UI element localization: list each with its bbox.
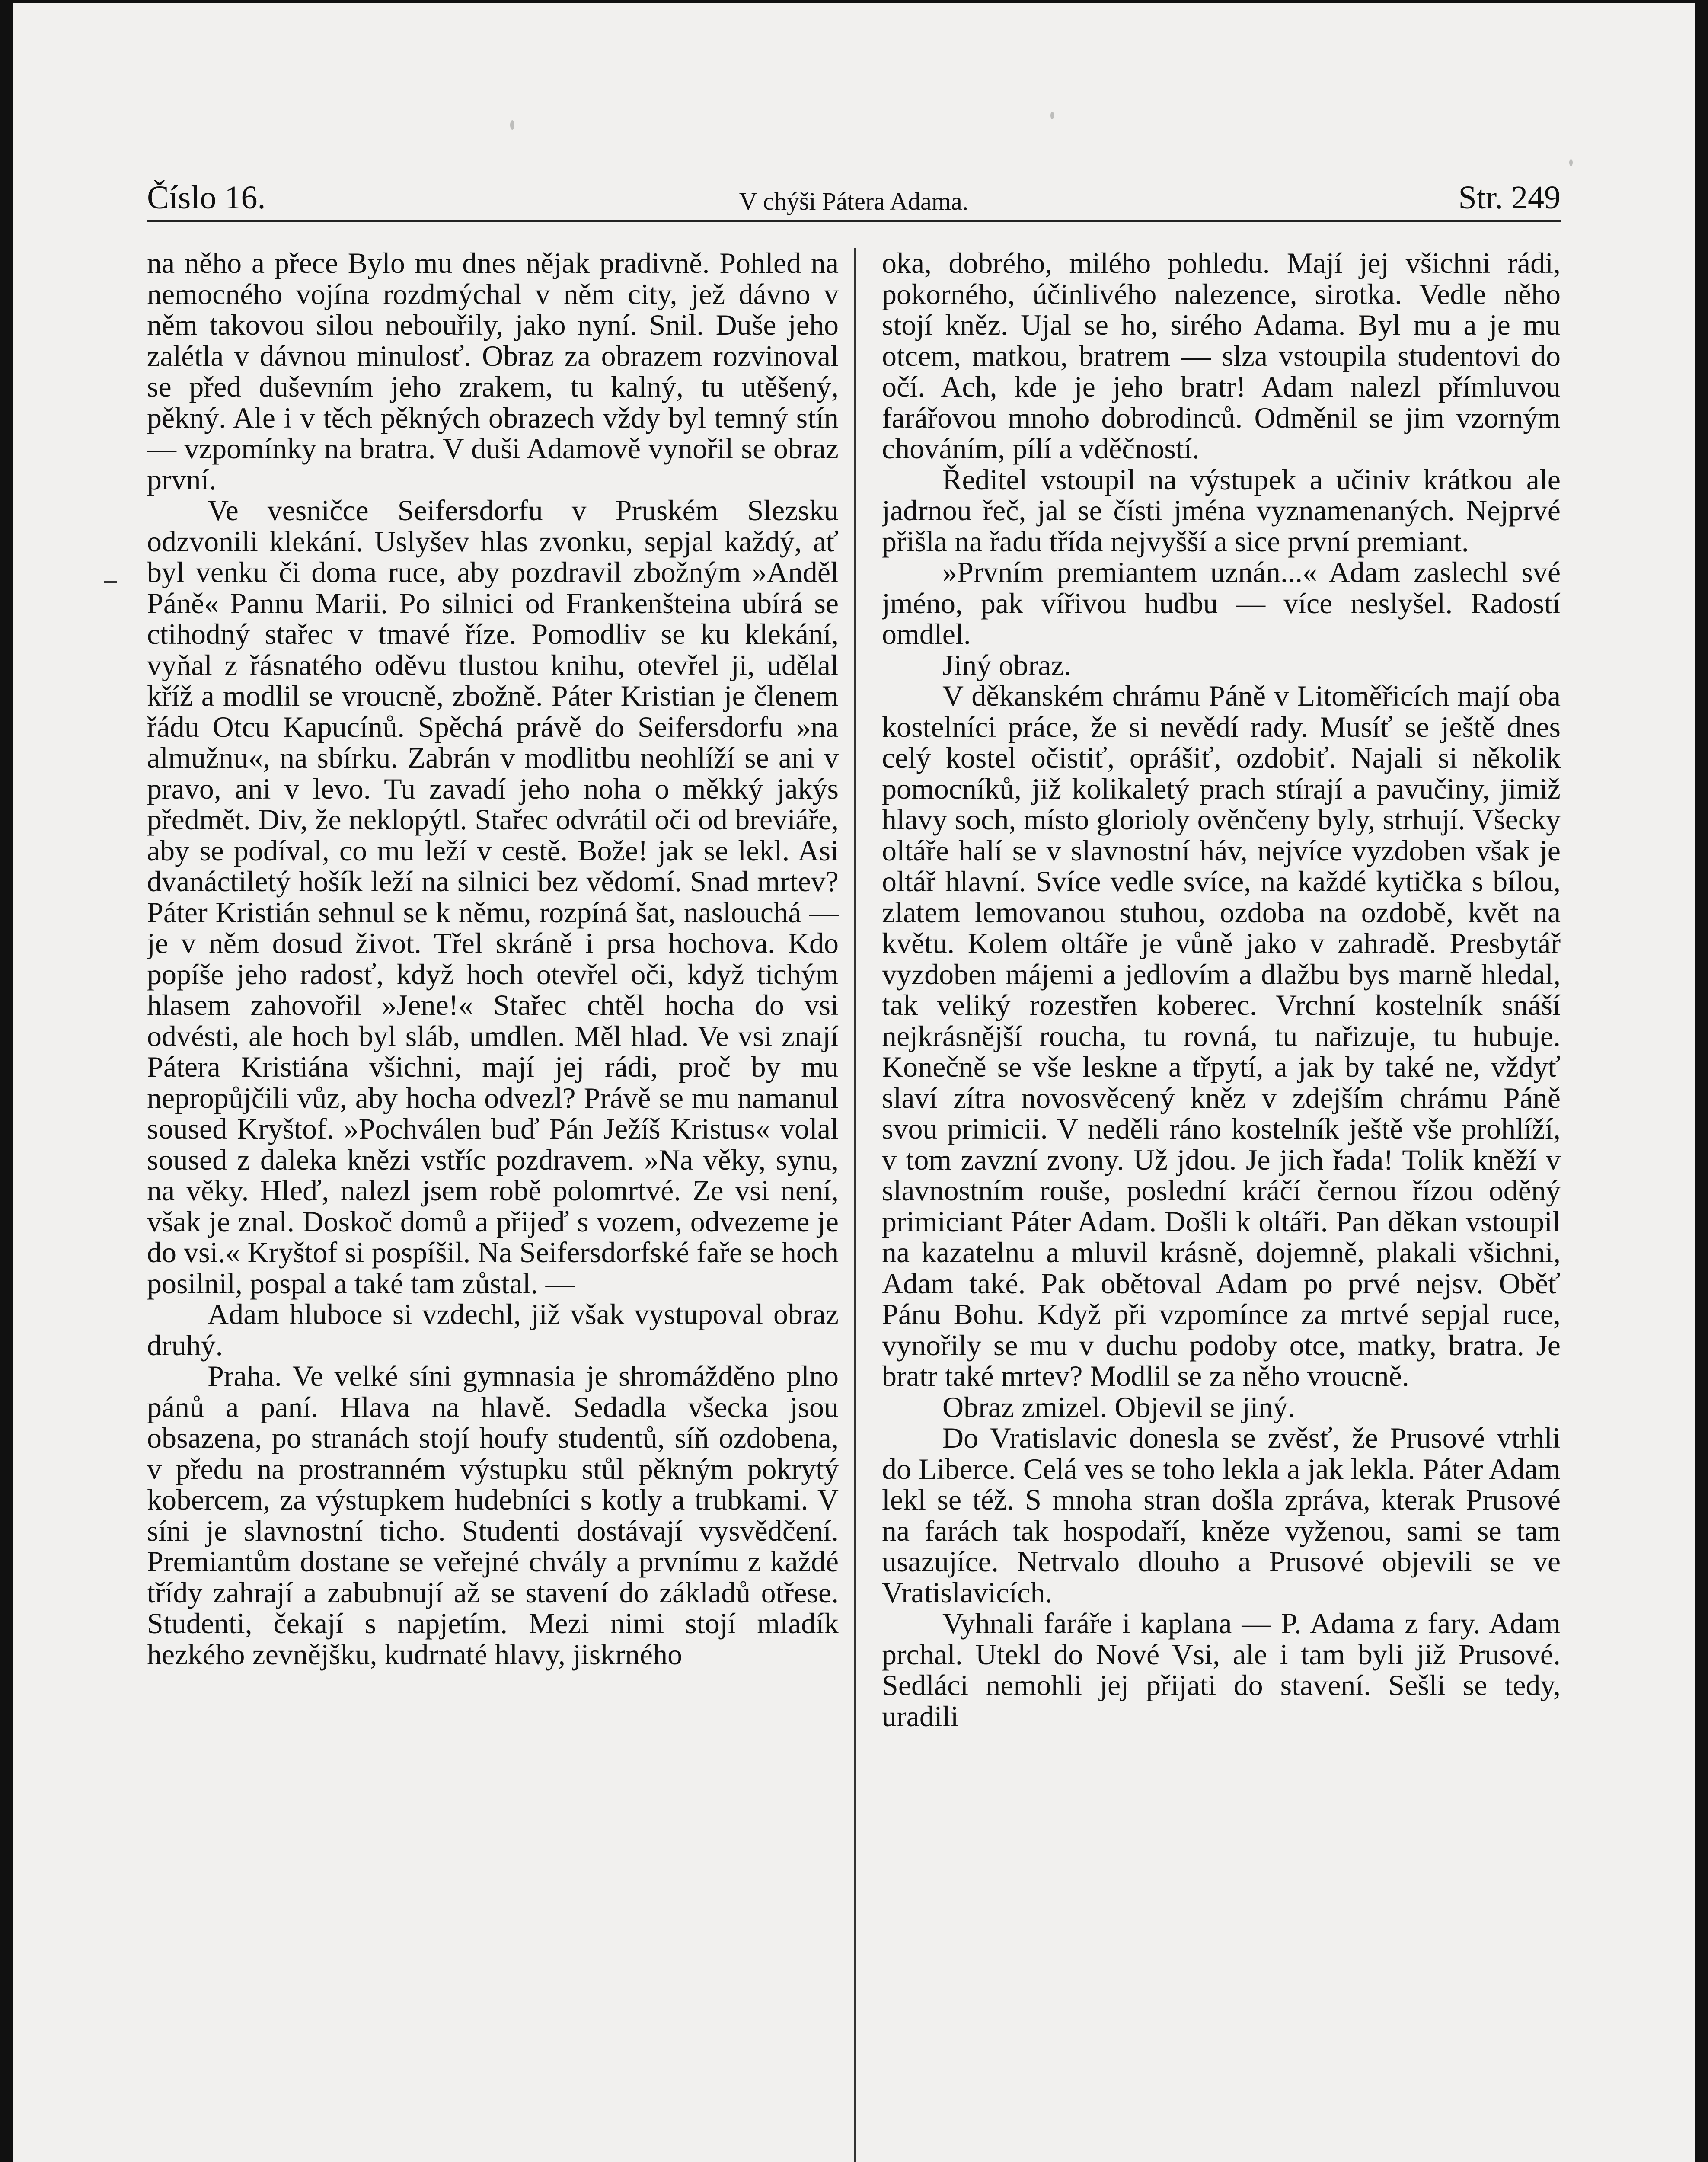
scan-speck: [1050, 112, 1054, 119]
column-divider: [854, 248, 856, 2162]
page-sheet: [13, 3, 1695, 2162]
margin-mark: [104, 581, 117, 583]
header-rule: [147, 220, 1561, 222]
paragraph: Ve vesničce Seifersdorfu v Pruském Slezsku odzvonili klekání. Uslyšev hlas zvonku, sepjal každý, ať byl venku či doma ruce, aby pozdravil zbožným »Anděl Páně« Pannu Marii. Po silnici od Frankenšteina ubírá se ctihodný stařec v tmavé říze. Pomodliv se ku klekání, vyňal z řásnatého oděvu tlustou knihu, otevřel ji, udělal kříž a modlil se vroucně, zbožně. Páter Kristian je členem řádu Otcu Kapucínů. Spěchá právě do Seifersdorfu »na almužnu«, na sbírku. Zabrán v modlitbu neohlíží se ani v pravo, ani v levo. Tu zavadí jeho noha o měkký jakýs předmět. Div, že neklopýtl. Stařec odvrátil oči od breviáře, aby se podíval, co mu leží v cestě. Bože! jak se lekl. Asi dvanáctiletý hošík leží na silnici bez vědomí. Snad mrtev? Páter Kristián sehnul se k němu, rozpíná šat, naslouchá — je v něm dosud život. Třel skráně i prsa hochova. Kdo popíše jeho radosť, když hoch otevřel oči, když tichým hlasem zahovořil »Jene!« Stařec chtěl hocha do vsi odvésti, ale hoch byl sláb, umdlen. Měl hlad. Ve vsi znají Pátera Kristiána všichni, mají jej rádi, proč by mu nepropůjčili vůz, aby hocha odvezl? Právě se mu namanul soused Kryštof. »Pochválen buď Pán Ježíš Kristus« volal soused z daleka knězi vstříc pozdravem. »Na věky, synu, na věky. Hleď, nalezl jsem robě polomrtvé. Ze vsi není, však je znal. Doskoč domů a přijeď s vozem, odvezeme je do vsi.« Kryštof si pospíšil. Na Seifersdorfské faře se hoch posilnil, pospal a také tam zůstal. —: [147, 494, 839, 1300]
scan-speck: [1569, 159, 1573, 166]
paragraph: Obraz zmizel. Objevil se jiný.: [942, 1390, 1295, 1423]
right-column: [882, 248, 1561, 2162]
running-header: [147, 174, 1561, 222]
paragraph: »Prvním premiantem uznán...« Adam zaslechl své jméno, pak vířivou hudbu — více neslyšel. Radostí omdlel.: [882, 556, 1561, 650]
issue-number: Číslo 16.: [147, 179, 266, 216]
paragraph: oka, dobrého, milého pohledu. Mají jej všichni rádi, pokorného, účinlivého nalezence, sirotka. Vedle něho stojí kněz. Ujal se ho, sirého Adama. Byl mu a je mu otcem, matkou, bratrem — slza vstoupila studentovi do očí. Ach, kde je jeho bratr! Adam nalezl přímluvou farářovou mnoho dobrodinců. Odměnil se jim vzorným chováním, pílí a vděčností.: [882, 248, 1561, 465]
paragraph: Do Vratislavic donesla se zvěsť, že Prusové vtrhli do Liberce. Celá ves se toho lekla a jak lekla. Páter Adam lekl se též. S mnoha stran došla zpráva, kterak Prusové na farách tak hospodaří, kněze vyženou, sami se tam usazujíce. Netrvalo dlouho a Prusové objevili se ve Vratislavicích.: [882, 1421, 1561, 1609]
scan-edge: [1695, 0, 1704, 2162]
paragraph: Vyhnali faráře i kaplana — P. Adama z fary. Adam prchal. Utekl do Nové Vsi, ale i tam byli již Prusové. Sedláci nemohli jej přijati do stavení. Sešli se tedy, uradili: [882, 1607, 1561, 1733]
paragraph: V děkanském chrámu Páně v Litoměřicích mají oba kostelníci práce, že si nevědí rady. Musíť se ještě dnes celý kostel očistiť, oprášiť, ozdobiť. Najali si několik pomocníků, již kolikaletý prach stírají a pavučiny, jimiž hlavy soch, místo glorioly ověnčeny byly, strhují. Všecky oltáře halí se v slavnostní háv, nejvíce vyzdoben však je oltář hlavní. Svíce vedle svíce, na každé kytička s bílou, zlatem lemovanou stuhou, ozdoba na ozdobě, květ na květu. Kolem oltáře je vůně jako v zahradě. Presbytář vyzdoben májemi a jedlovím a dlažbu bys marně hledal, tak veliký rozestřen koberec. Vrchní kostelník snáší nejkrásnější roucha, tu rovná, tu nařizuje, tu hubuje. Konečně se vše leskne a třpytí, a jak by také ne, vždyť slaví zítra novosvěcený kněz v zdejším chrámu Páně svou primicii. V neděli ráno kostelník ještě vše prohlíží, v tom zavzní zvony. Už jdou. Je jich řada! Tolik kněží v slavnostním rouše, poslední kráčí černou řízou oděný primiciant Páter Adam. Došli k oltáři. Pan děkan vstoupil na kazatelnu a mluvil krásně, dojemně, plakali všichni, Adam také. Pak obětoval Adam po prvé nejsv. Oběť Pánu Bohu. Když při vzpomínce za mrtvé sepjal ruce, vynořily se mu v duchu podoby otce, matky, bratra. Je bratr také mrtev? Modlil se za něho vroucně.: [882, 679, 1561, 1392]
paragraph: Ředitel vstoupil na výstupek a učiniv krátkou ale jadrnou řeč, jal se čísti jména vyznamenaných. Nejprvé přišla na řadu třída nejvyšší a sice první premiant.: [882, 463, 1561, 558]
paragraph: Adam hluboce si vzdechl, již však vystupoval obraz druhý.: [147, 1298, 839, 1362]
page-number: Str. 249: [1458, 179, 1561, 216]
left-column: [147, 248, 839, 2162]
scan-speck: [510, 120, 514, 130]
paragraph: Praha. Ve velké síni gymnasia je shromážděno plno pánů a paní. Hlava na hlavě. Sedadla všecka jsou obsazena, po stranách stojí houfy studentů, síň ozdobena, v předu na prostranném výstupku stůl pěkným pokrytý kobercem, za výstupkem hudebníci s kotly a trubkami. V síni je slavnostní ticho. Studenti dostávají vysvědčení. Premiantům dostane se veřejné chvály a prvnímu z každé třídy zahrají a zabubnují až se stavení do základů otřese. Studenti, čekají s napjetím. Mezi nimi stojí mladík hezkého zevnějšku, kudrnaté hlavy, jiskrného: [147, 1359, 839, 1671]
paragraph: na něho a přece Bylo mu dnes nějak pradivně. Pohled na nemocného vojína rozdmýchal v něm city, jež dávno v něm takovou silou nebouřily, jako nyní. Snil. Duše jeho zalétla v dávnou minulosť. Obraz za obrazem rozvinoval se před duševním jeho zrakem, tu kalný, tu utěšený, pěkný. Ale i v těch pěkných obrazech vždy byl temný stín — vzpomínky na bratra. V duši Adamově vynořil se obraz první.: [147, 248, 839, 496]
paragraph: Jiný obraz.: [942, 648, 1072, 681]
running-title: V chýši Pátera Adama.: [739, 187, 969, 215]
